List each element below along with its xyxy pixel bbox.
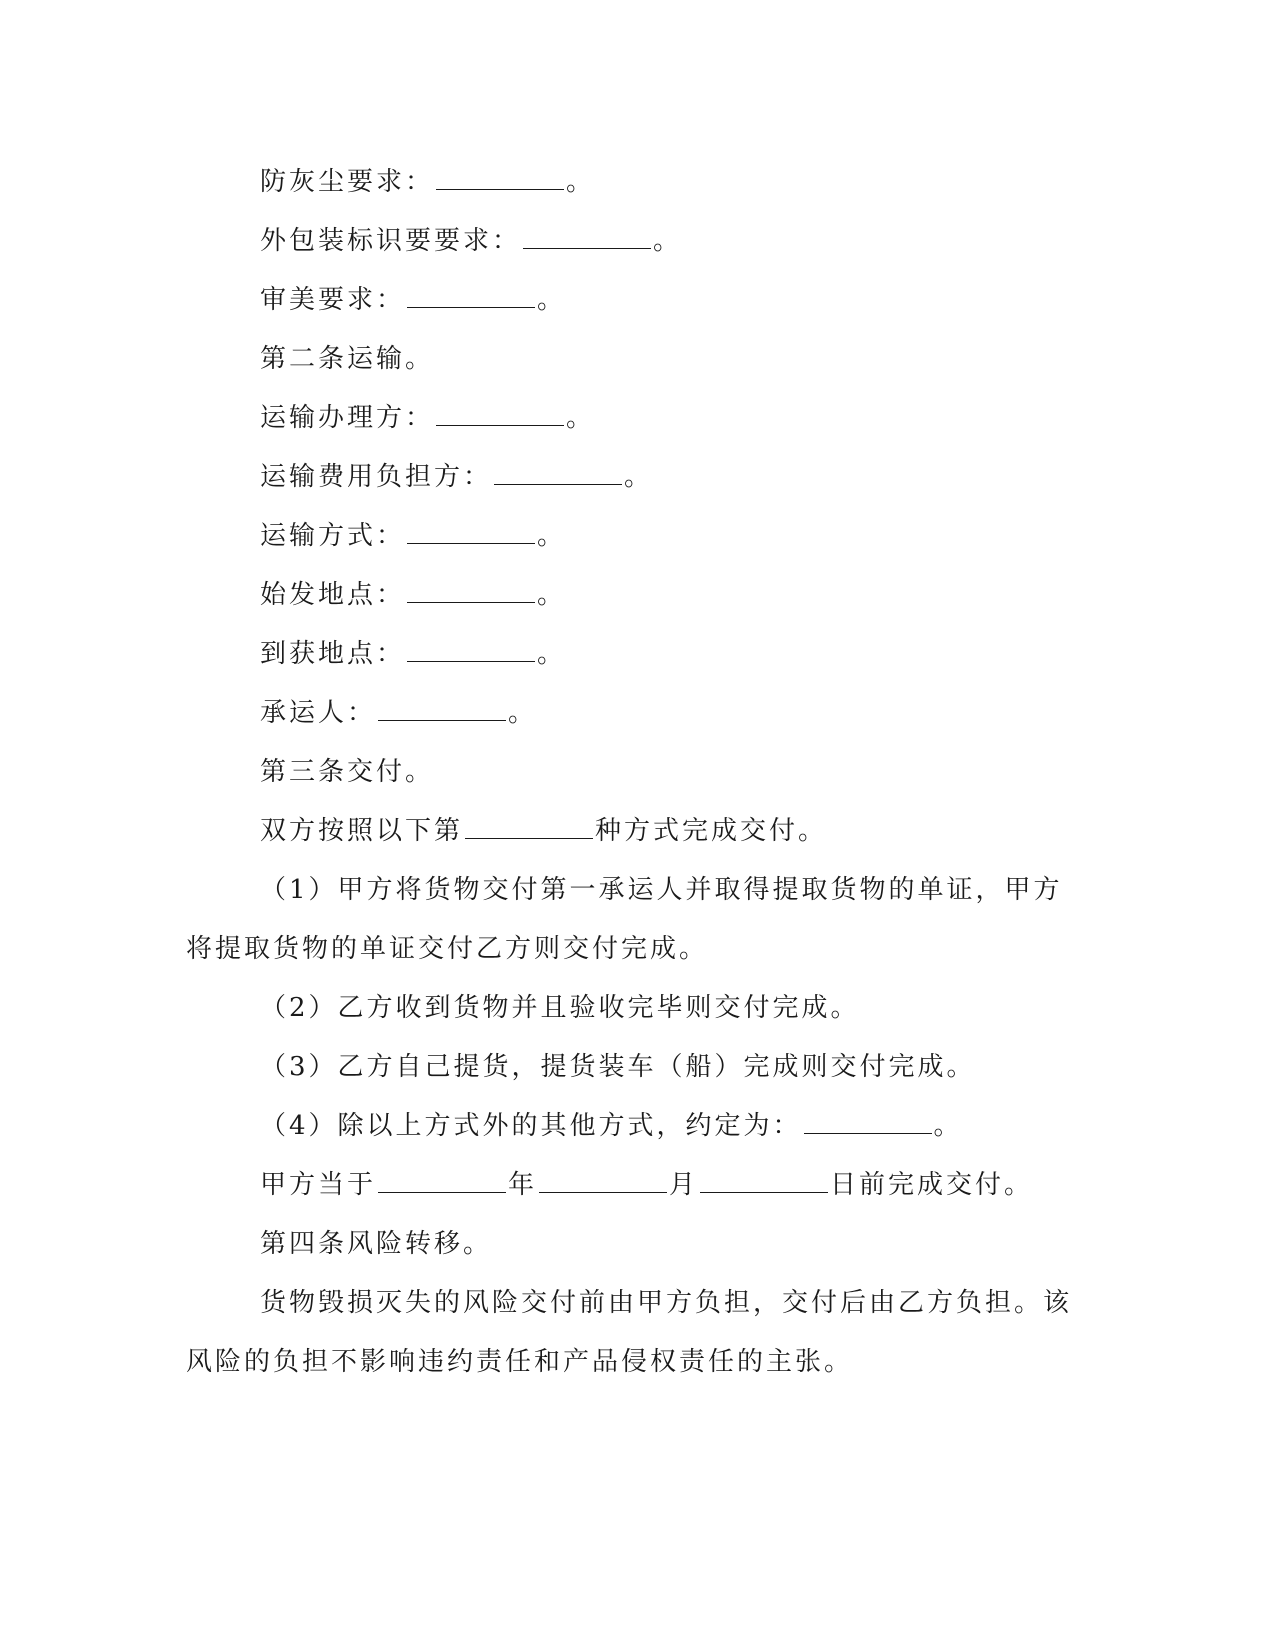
field-label: 承运人： [260,698,377,728]
field-suffix: 。 [537,639,567,669]
field-label: 双方按照以下第 [260,816,464,846]
delivery-option-2: （2）乙方收到货物并且验收完毕则交付完成。 [260,993,860,1023]
blank-field[interactable] [436,401,564,426]
year-blank[interactable] [378,1168,506,1193]
field-suffix: 种方式完成交付。 [595,816,828,846]
blank-field[interactable] [407,637,535,662]
risk-transfer-paragraph-cont: 风险的负担不影响违约责任和产品侵权责任的主张。 [186,1347,854,1377]
field-label: 防灰尘要求： [260,167,435,197]
aesthetic-requirement [260,283,566,317]
day-blank[interactable] [700,1168,828,1193]
blank-field[interactable] [407,283,535,308]
month-label: 月 [669,1170,699,1200]
field-label: 外包装标识要要求： [260,226,522,256]
field-suffix: 。 [508,698,538,728]
delivery-option-4 [260,1109,963,1143]
delivery-option-1-cont: 将提取货物的单证交付乙方则交付完成。 [186,934,709,964]
field-suffix: 。 [537,580,567,610]
field-label: 运输办理方： [260,403,435,433]
field-label: 到获地点： [260,639,406,669]
field-label: 审美要求： [260,285,406,315]
field-suffix: 。 [537,521,567,551]
blank-field[interactable] [436,165,564,190]
field-suffix: 。 [566,403,596,433]
field-suffix: 。 [933,1111,963,1141]
year-label: 年 [508,1170,538,1200]
delivery-method-choice [260,814,827,848]
field-label: 始发地点： [260,580,406,610]
article-3-heading: 第三条交付。 [260,757,435,787]
field-label: 运输方式： [260,521,406,551]
risk-transfer-paragraph: 货物毁损灭失的风险交付前由甲方负担，交付后由乙方负担。该 [260,1288,1073,1318]
field-label: 运输费用负担方： [260,462,493,492]
delivery-option-1: （1）甲方将货物交付第一承运人并取得提取货物的单证，甲方 [260,875,1063,905]
carrier [260,696,537,730]
month-blank[interactable] [539,1168,667,1193]
delivery-option-3: （3）乙方自己提货，提货装车（船）完成则交付完成。 [260,1052,976,1082]
blank-field[interactable] [523,224,651,249]
packaging-label-requirement [260,224,682,258]
field-suffix: 。 [653,226,683,256]
blank-field[interactable] [465,814,593,839]
blank-field[interactable] [378,696,506,721]
field-suffix: 日前完成交付。 [830,1170,1034,1200]
blank-field[interactable] [407,578,535,603]
transport-handler [260,401,595,435]
blank-field[interactable] [804,1109,932,1134]
delivery-deadline [260,1168,1033,1202]
origin-location [260,578,566,612]
destination-location [260,637,566,671]
article-4-heading: 第四条风险转移。 [260,1229,493,1259]
transport-method [260,519,566,553]
dust-proof-requirement [260,165,595,199]
blank-field[interactable] [407,519,535,544]
field-label: （4）除以上方式外的其他方式，约定为： [260,1111,802,1141]
field-label: 甲方当于 [260,1170,377,1200]
field-suffix: 。 [537,285,567,315]
field-suffix: 。 [566,167,596,197]
blank-field[interactable] [494,460,622,485]
transport-cost-bearer [260,460,653,494]
article-2-heading: 第二条运输。 [260,344,435,374]
field-suffix: 。 [624,462,654,492]
